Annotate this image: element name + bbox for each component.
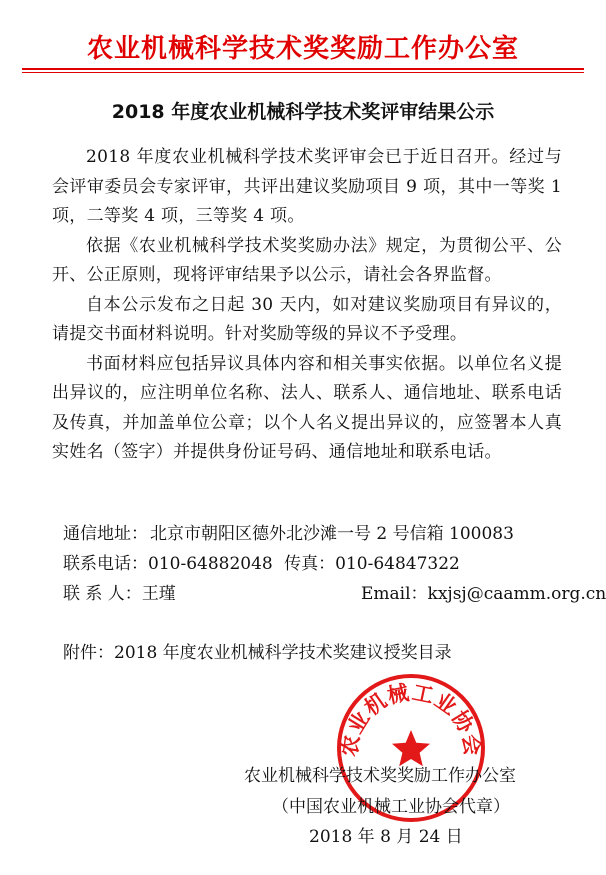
paragraph-2: 依据《农业机械科学技术奖奖励办法》规定，为贯彻公平、公开、公正原则，现将评审结果予以公示，请社会各界监督。 bbox=[52, 235, 562, 285]
email-block bbox=[361, 579, 606, 604]
address-value: 北京市朝阳区德外北沙滩一号 2 号信箱 100083 bbox=[150, 524, 514, 544]
person-value: 王瑾 bbox=[141, 584, 176, 604]
phone-label: 联系电话： bbox=[63, 554, 148, 574]
paragraph-1: 2018 年度农业机械科学技术奖评审会已于近日召开。经过与会评审委员会专家评审，共评出建议奖励项目 9 项，其中一等奖 1 项，二等奖 4 项，三等奖 4 项。 bbox=[52, 147, 562, 226]
email-value[interactable]: kxjsj@caamm.org.cn bbox=[427, 584, 606, 604]
document-title: 2018 年度农业机械科学技术奖评审结果公示 bbox=[111, 101, 495, 123]
seal-text: 农业机械工业协会 bbox=[337, 680, 485, 758]
header-divider-thick bbox=[22, 68, 584, 70]
phone-value: 010-64882048 bbox=[148, 554, 273, 574]
paragraph-3: 自本公示发布之日起 30 天内，如对建议奖励项目有异议的，请提交书面材料说明。针对奖励等级的异议不予受理。 bbox=[52, 294, 562, 344]
email-label: Email： bbox=[361, 584, 428, 604]
header-divider-thin bbox=[22, 72, 584, 73]
contact-person-row bbox=[63, 579, 606, 604]
fax-label: 传真： bbox=[284, 554, 336, 574]
contact-address-row bbox=[63, 519, 583, 544]
signature-date: 2018 年 8 月 24 日 bbox=[309, 827, 463, 847]
org-header-title: 农业机械科学技术奖奖励工作办公室 bbox=[86, 34, 519, 64]
fax-value: 010-64847322 bbox=[335, 554, 460, 574]
attachment-note: 附件：2018 年度农业机械科学技术奖建议授奖目录 bbox=[63, 643, 452, 663]
address-label: 通信地址： bbox=[63, 524, 148, 544]
person-label: 联 系 人： bbox=[63, 584, 142, 604]
signature-org: 农业机械科学技术奖奖励工作办公室 bbox=[244, 766, 516, 786]
contact-phone-row bbox=[63, 549, 583, 574]
paragraph-4: 书面材料应包括异议具体内容和相关事实依据。以单位名义提出异议的，应注明单位名称、法人、联系人、通信地址、联系电话及传真，并加盖单位公章；以个人名义提出异议的，应签署本人真实姓名（签字）并提供身份证号码、通信地址和联系电话。 bbox=[52, 353, 562, 462]
document-body bbox=[52, 143, 562, 468]
signature-note: （中国农业机械工业协会代章） bbox=[272, 797, 510, 817]
